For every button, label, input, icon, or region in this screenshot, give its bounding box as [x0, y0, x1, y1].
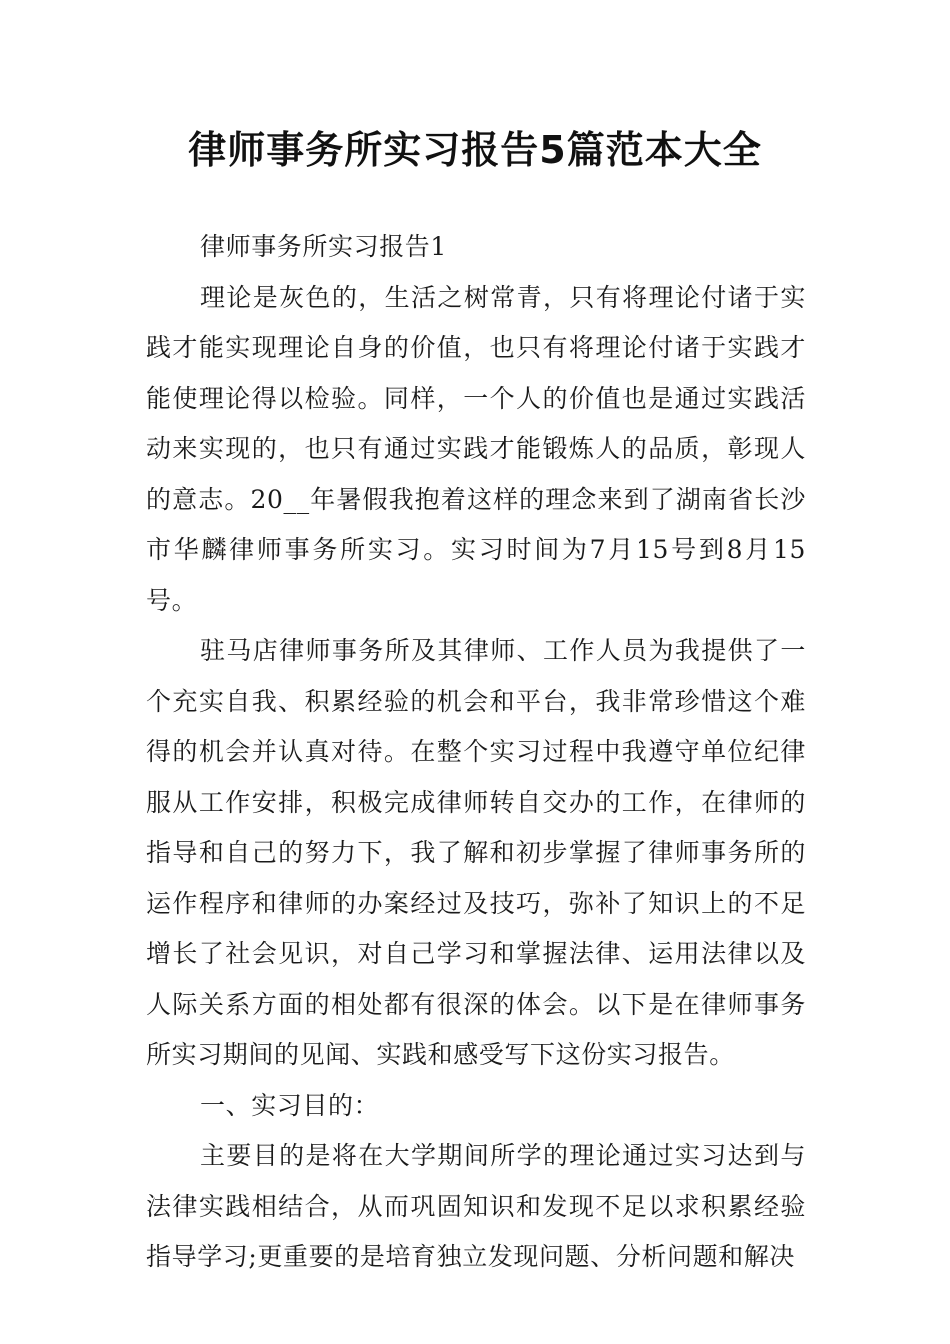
section-heading: 律师事务所实习报告1: [200, 232, 447, 261]
subsection-heading: 一、实习目的：: [200, 1090, 380, 1120]
body-paragraph: 驻马店律师事务所及其律师、工作人员为我提供了一个充实自我、积累经验的机会和平台，我非常珍惜这个难得的机会并认真对待。在整个实习过程中我遵守单位纪律服从工作安排，积极完成律师转自交办的工作，在律师的指导和自己的努力下，我了解和初步掌握了律师事务所的运作程序和律师的办案经过及技巧，弥补了知识上的不足增长了社会见识，对自己学习和掌握法律、运用法律以及人际关系方面的相处都有很深的体会。以下是在律师事务所实习期间的见闻、实践和感受写下这份实习报告。: [146, 636, 806, 1069]
body-paragraph: 主要目的是将在大学期间所学的理论通过实习达到与法律实践相结合，从而巩固知识和发现不足以求积累经验指导学习;更重要的是培育独立发现问题、分析问题和解决: [146, 1141, 806, 1271]
body-paragraph: 理论是灰色的，生活之树常青，只有将理论付诸于实践才能实现理论自身的价值，也只有将理论付诸于实践才能使理论得以检验。同样，一个人的价值也是通过实践活动来实现的，也只有通过实践才能锻炼人的品质，彰现人的意志。20__年暑假我抱着这样的理念来到了湖南省长沙市华麟律师事务所实习。实习时间为7月15号到8月15号。: [146, 282, 806, 615]
document-title: 律师事务所实习报告5篇范本大全: [188, 128, 762, 172]
document-body: [146, 222, 806, 1283]
